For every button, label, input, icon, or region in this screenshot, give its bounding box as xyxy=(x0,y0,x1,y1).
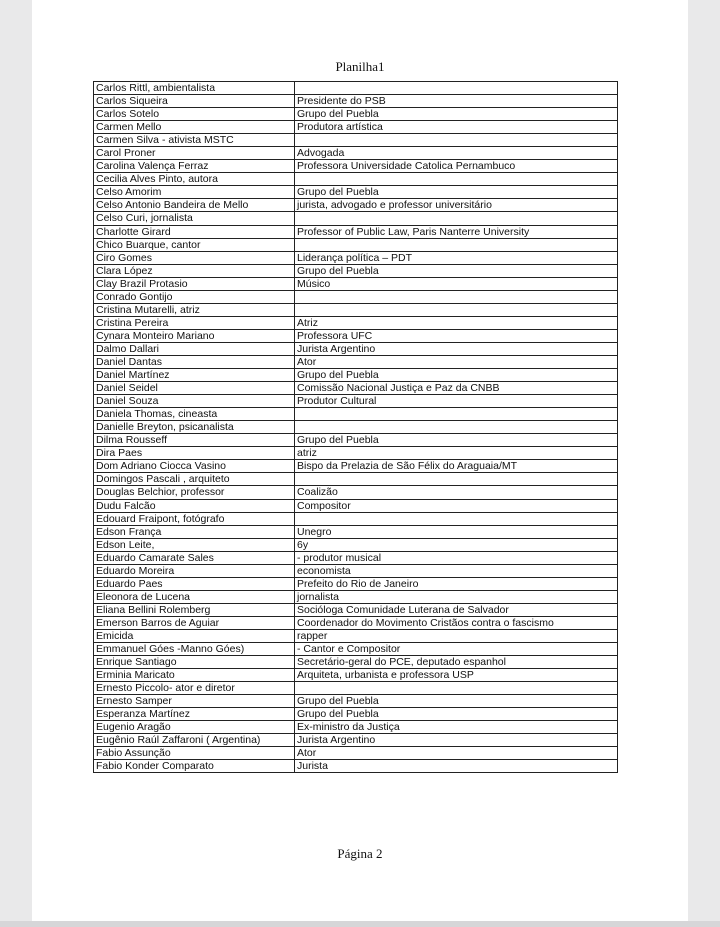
table-row xyxy=(94,408,618,421)
table-row xyxy=(94,616,618,629)
name-cell: Domingos Pascali , arquiteto xyxy=(94,473,295,486)
description-cell: Advogada xyxy=(295,147,618,160)
description-cell xyxy=(295,238,618,251)
table-row xyxy=(94,329,618,342)
description-cell: Grupo del Puebla xyxy=(295,695,618,708)
table-row xyxy=(94,316,618,329)
table-row xyxy=(94,225,618,238)
description-cell xyxy=(295,421,618,434)
description-cell: Comissão Nacional Justiça e Paz da CNBB xyxy=(295,382,618,395)
description-cell: jornalista xyxy=(295,590,618,603)
table-row xyxy=(94,290,618,303)
description-cell: Grupo del Puebla xyxy=(295,264,618,277)
name-cell: Erminia Maricato xyxy=(94,669,295,682)
description-cell: rapper xyxy=(295,629,618,642)
table-row xyxy=(94,447,618,460)
name-cell: Clay Brazil Protasio xyxy=(94,277,295,290)
table-row xyxy=(94,629,618,642)
table-row xyxy=(94,303,618,316)
name-cell: Edson França xyxy=(94,525,295,538)
description-cell xyxy=(295,82,618,95)
name-cell: Edson Leite, xyxy=(94,538,295,551)
description-cell: Professora UFC xyxy=(295,329,618,342)
table-row xyxy=(94,708,618,721)
name-cell: Edouard Fraipont, fotógrafo xyxy=(94,512,295,525)
table-row xyxy=(94,434,618,447)
name-cell: Carol Proner xyxy=(94,147,295,160)
name-cell: Dudu Falcão xyxy=(94,499,295,512)
description-cell xyxy=(295,134,618,147)
spreadsheet-table xyxy=(93,81,618,773)
description-cell: 6y xyxy=(295,538,618,551)
name-cell: Dom Adriano Ciocca Vasino xyxy=(94,460,295,473)
name-cell: Celso Amorim xyxy=(94,186,295,199)
sheet-title: Planilha1 xyxy=(335,59,385,74)
table-row xyxy=(94,199,618,212)
name-cell: Eduardo Moreira xyxy=(94,564,295,577)
description-cell: jurista, advogado e professor universitário xyxy=(295,199,618,212)
name-cell: Ernesto Samper xyxy=(94,695,295,708)
description-cell: Produtor Cultural xyxy=(295,395,618,408)
table-row xyxy=(94,264,618,277)
description-cell: Grupo del Puebla xyxy=(295,369,618,382)
table-row xyxy=(94,251,618,264)
description-cell: Grupo del Puebla xyxy=(295,108,618,121)
table-row xyxy=(94,355,618,368)
name-cell: Carlos Rittl, ambientalista xyxy=(94,82,295,95)
table-row xyxy=(94,369,618,382)
name-cell: Eduardo Paes xyxy=(94,577,295,590)
description-cell xyxy=(295,303,618,316)
description-cell xyxy=(295,682,618,695)
table-row xyxy=(94,656,618,669)
name-cell: Emerson Barros de Aguiar xyxy=(94,616,295,629)
name-cell: Charlotte Girard xyxy=(94,225,295,238)
name-cell: Eliana Bellini Rolemberg xyxy=(94,603,295,616)
table-row xyxy=(94,82,618,95)
description-cell: - produtor musical xyxy=(295,551,618,564)
name-cell: Fabio Assunção xyxy=(94,747,295,760)
description-cell: Liderança política – PDT xyxy=(295,251,618,264)
table-row xyxy=(94,525,618,538)
description-cell: Jurista xyxy=(295,760,618,773)
description-cell: Grupo del Puebla xyxy=(295,186,618,199)
name-cell: Carolina Valença Ferraz xyxy=(94,160,295,173)
table-row xyxy=(94,538,618,551)
name-cell: Daniel Martínez xyxy=(94,369,295,382)
table-row xyxy=(94,382,618,395)
name-cell: Eugenio Aragão xyxy=(94,721,295,734)
table-row xyxy=(94,590,618,603)
table-row xyxy=(94,747,618,760)
table-row xyxy=(94,238,618,251)
description-cell: Presidente do PSB xyxy=(295,95,618,108)
description-cell xyxy=(295,408,618,421)
table-row xyxy=(94,95,618,108)
description-cell: Professora Universidade Catolica Pernambuco xyxy=(295,160,618,173)
description-cell: Arquiteta, urbanista e professora USP xyxy=(295,669,618,682)
table-row xyxy=(94,682,618,695)
name-cell: Emicida xyxy=(94,629,295,642)
description-cell: Atriz xyxy=(295,316,618,329)
description-cell: Professor of Public Law, Paris Nanterre University xyxy=(295,225,618,238)
description-cell: Prefeito do Rio de Janeiro xyxy=(295,577,618,590)
description-cell xyxy=(295,512,618,525)
name-cell: Ciro Gomes xyxy=(94,251,295,264)
table-row xyxy=(94,108,618,121)
name-cell: Douglas Belchior, professor xyxy=(94,486,295,499)
table-row xyxy=(94,499,618,512)
description-cell: - Cantor e Compositor xyxy=(295,643,618,656)
name-cell: Dilma Rousseff xyxy=(94,434,295,447)
description-cell: Ator xyxy=(295,747,618,760)
name-cell: Ernesto Piccolo- ator e diretor xyxy=(94,682,295,695)
table-row xyxy=(94,212,618,225)
table-row xyxy=(94,734,618,747)
name-cell: Daniela Thomas, cineasta xyxy=(94,408,295,421)
description-cell: Unegro xyxy=(295,525,618,538)
table-row xyxy=(94,395,618,408)
table-row xyxy=(94,643,618,656)
name-cell: Chico Buarque, cantor xyxy=(94,238,295,251)
name-cell: Enrique Santiago xyxy=(94,656,295,669)
name-cell: Clara López xyxy=(94,264,295,277)
name-cell: Conrado Gontijo xyxy=(94,290,295,303)
table-row xyxy=(94,721,618,734)
table-body xyxy=(94,82,618,773)
table-row xyxy=(94,121,618,134)
table-row xyxy=(94,486,618,499)
description-cell xyxy=(295,290,618,303)
table-row xyxy=(94,460,618,473)
name-cell: Danielle Breyton, psicanalista xyxy=(94,421,295,434)
table-row xyxy=(94,603,618,616)
name-cell: Cristina Pereira xyxy=(94,316,295,329)
name-cell: Daniel Souza xyxy=(94,395,295,408)
table-row xyxy=(94,186,618,199)
table-row xyxy=(94,342,618,355)
name-cell: Eleonora de Lucena xyxy=(94,590,295,603)
name-cell: Esperanza Martínez xyxy=(94,708,295,721)
name-cell: Fabio Konder Comparato xyxy=(94,760,295,773)
table-row xyxy=(94,147,618,160)
description-cell: Jurista Argentino xyxy=(295,734,618,747)
name-cell: Emmanuel Góes -Manno Góes) xyxy=(94,643,295,656)
name-cell: Cynara Monteiro Mariano xyxy=(94,329,295,342)
table-row xyxy=(94,695,618,708)
name-cell: Eduardo Camarate Sales xyxy=(94,551,295,564)
name-cell: Dalmo Dallari xyxy=(94,342,295,355)
name-cell: Daniel Dantas xyxy=(94,355,295,368)
name-cell: Celso Curi, jornalista xyxy=(94,212,295,225)
name-cell: Cristina Mutarelli, atriz xyxy=(94,303,295,316)
description-cell xyxy=(295,473,618,486)
document-page xyxy=(32,0,688,927)
name-cell: Dira Paes xyxy=(94,447,295,460)
description-cell: Secretário-geral do PCE, deputado espanhol xyxy=(295,656,618,669)
description-cell: Músico xyxy=(295,277,618,290)
name-cell: Carmen Silva - ativista MSTC xyxy=(94,134,295,147)
description-cell xyxy=(295,173,618,186)
viewer-bottom-edge xyxy=(0,921,720,927)
description-cell: Compositor xyxy=(295,499,618,512)
description-cell: Grupo del Puebla xyxy=(295,708,618,721)
description-cell: Ator xyxy=(295,355,618,368)
table-row xyxy=(94,577,618,590)
name-cell: Carmen Mello xyxy=(94,121,295,134)
table-row xyxy=(94,669,618,682)
table-row xyxy=(94,760,618,773)
table-row xyxy=(94,551,618,564)
table-row xyxy=(94,421,618,434)
name-cell: Celso Antonio Bandeira de Mello xyxy=(94,199,295,212)
table-row xyxy=(94,173,618,186)
table-row xyxy=(94,564,618,577)
description-cell: Socióloga Comunidade Luterana de Salvador xyxy=(295,603,618,616)
description-cell: atriz xyxy=(295,447,618,460)
description-cell: Produtora artística xyxy=(295,121,618,134)
table-row xyxy=(94,473,618,486)
table-row xyxy=(94,277,618,290)
name-cell: Carlos Siqueira xyxy=(94,95,295,108)
description-cell: economista xyxy=(295,564,618,577)
description-cell: Bispo da Prelazia de São Félix do Araguaia/MT xyxy=(295,460,618,473)
description-cell xyxy=(295,212,618,225)
name-cell: Daniel Seidel xyxy=(94,382,295,395)
name-cell: Cecilia Alves Pinto, autora xyxy=(94,173,295,186)
description-cell: Coalizão xyxy=(295,486,618,499)
name-cell: Eugênio Raúl Zaffaroni ( Argentina) xyxy=(94,734,295,747)
name-cell: Carlos Sotelo xyxy=(94,108,295,121)
description-cell: Coordenador do Movimento Cristãos contra o fascismo xyxy=(295,616,618,629)
description-cell: Grupo del Puebla xyxy=(295,434,618,447)
description-cell: Ex-ministro da Justiça xyxy=(295,721,618,734)
page-number: Página 2 xyxy=(337,846,383,861)
description-cell: Jurista Argentino xyxy=(295,342,618,355)
table-row xyxy=(94,160,618,173)
table-row xyxy=(94,512,618,525)
table-row xyxy=(94,134,618,147)
